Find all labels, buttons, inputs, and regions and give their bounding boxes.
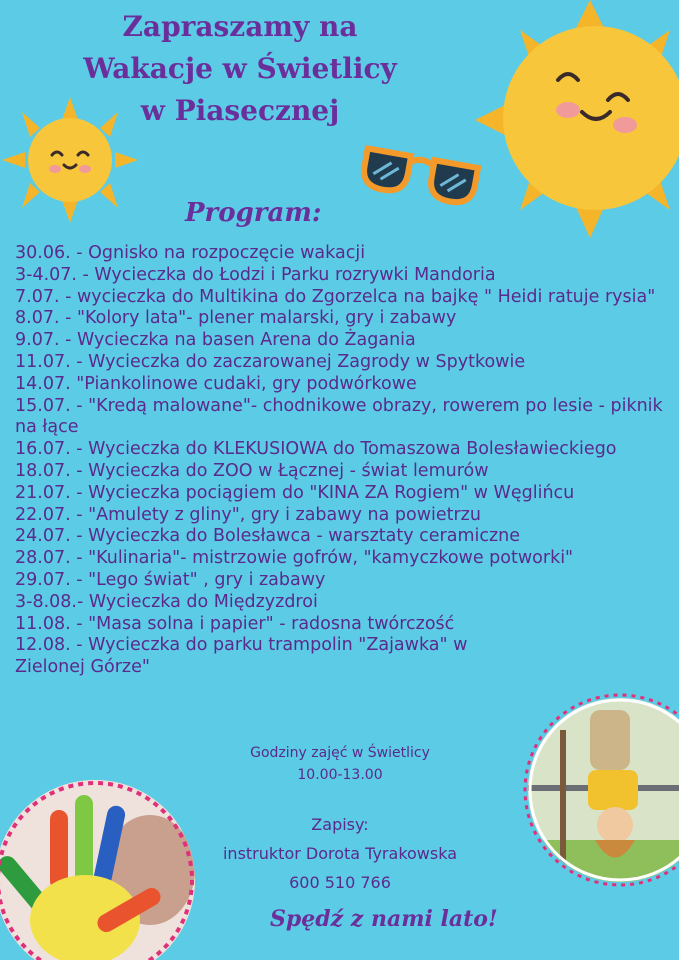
list-item: 18.07. - Wycieczka do ZOO w Łącznej - świat lemurów <box>15 460 489 481</box>
list-item: 24.07. - Wycieczka do Bolesławca - warsztaty ceramiczne <box>15 526 521 547</box>
program-heading: Program: <box>185 198 322 228</box>
list-item: 12.08. - Wycieczka do parku trampolin "Zajawka" w Zielonej Górze" <box>15 635 468 678</box>
list-item: 16.07. - Wycieczka do KLEKUSIOWA do Tomaszowa Bolesławieckiego <box>15 439 617 460</box>
list-item: 29.07. - "Lego świat" , gry i zabawy <box>15 569 326 590</box>
list-item: 8.07. - "Kolory lata"- plener malarski, gry i zabawy <box>15 308 457 329</box>
child-playground-image <box>520 690 679 890</box>
list-item: 28.07. - "Kulinaria"- mistrzowie gofrów, "kamyczkowe potworki" <box>15 548 574 569</box>
phone-number: 600 510 766 <box>289 873 391 892</box>
instructor-name: instruktor Dorota Tyrakowska <box>222 844 458 863</box>
hours-label: Godziny zajęć w Świetlicy <box>250 745 430 761</box>
painted-hand-image <box>0 770 200 960</box>
big-sun-icon <box>470 0 679 240</box>
list-item: 21.07. - Wycieczka pociągiem do "KINA ZA Rogiem" w Węglińcu <box>15 482 575 503</box>
program-list <box>15 243 670 679</box>
list-item: 7.07. - wycieczka do Multikina do Zgorzelca na bajkę " Heidi ratuje rysia" <box>15 286 656 307</box>
title-line-2: Wakacje w Świetlicy <box>83 52 397 85</box>
hours-time: 10.00-13.00 <box>297 767 383 783</box>
list-item: 11.07. - Wycieczka do zaczarowanej Zagrody w Spytkowie <box>15 351 526 372</box>
page-title <box>40 6 440 132</box>
list-item: 22.07. - "Amulety z gliny", gry i zabawy na powietrzu <box>15 504 481 525</box>
title-line-3: w Piasecznej <box>140 94 340 127</box>
list-item: 14.07. "Piankolinowe cudaki, gry podwórkowe <box>15 373 417 394</box>
sunglasses-icon <box>355 140 485 220</box>
list-item: 30.06. - Ognisko na rozpoczęcie wakacji <box>15 243 366 263</box>
title-line-1: Zapraszamy na <box>122 10 358 43</box>
hours-block <box>220 742 460 786</box>
list-item: 3-4.07. - Wycieczka do Łodzi i Parku rozrywki Mandoria <box>15 264 496 285</box>
list-item: 9.07. - Wycieczka na basen Arena do Żagania <box>15 330 416 351</box>
footer-slogan: Spędź z nami lato! <box>270 906 498 932</box>
signup-block <box>215 810 465 897</box>
list-item: 3-8.08.- Wycieczka do Międzyzdroi <box>15 591 318 612</box>
list-item: 11.08. - "Masa solna i papier" - radosna twórczość <box>15 613 455 634</box>
list-item: 15.07. - "Kredą malowane"- chodnikowe obrazy, rowerem po lesie - piknik na łące <box>15 395 663 438</box>
signup-label: Zapisy: <box>311 815 369 834</box>
